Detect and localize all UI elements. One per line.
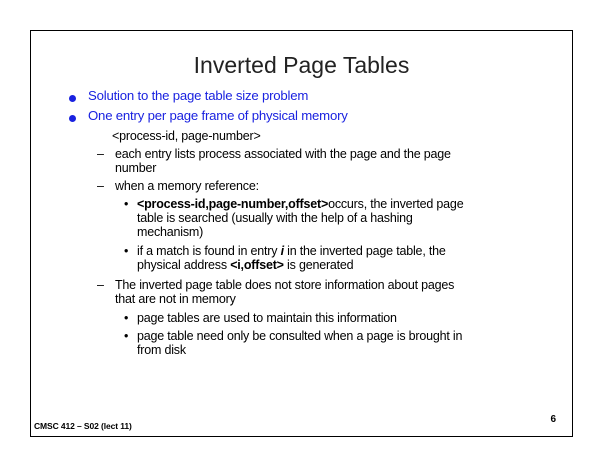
bullet-dot-icon — [69, 115, 76, 122]
page-number: 6 — [550, 414, 556, 425]
bullet-1: Solution to the page table size problem — [88, 88, 309, 103]
dash-icon: – — [97, 147, 104, 161]
sub-2-post: in the inverted page table, the — [283, 244, 446, 258]
sub-2-italic: i — [280, 244, 284, 258]
sub-bullet-icon: • — [124, 244, 129, 258]
tuple-line: <process-id, page-number> — [112, 129, 261, 143]
dash-2: when a memory reference: — [115, 179, 259, 193]
dash-1-line-1: each entry lists process associated with the page and the page — [115, 147, 451, 161]
slide-content — [31, 31, 572, 436]
sub-3: page tables are used to maintain this information — [137, 311, 397, 325]
slide-frame — [30, 30, 573, 437]
sub-4-line-1: page table need only be consulted when a page is brought in — [137, 329, 463, 343]
slide-footer: CMSC 412 – S02 (lect 11) — [34, 421, 132, 431]
sub-2-pre: if a match is found in entry — [137, 244, 281, 258]
slide-title: Inverted Page Tables — [193, 52, 410, 78]
sub-bullet-icon: • — [124, 329, 129, 343]
dash-3-line-1: The inverted page table does not store information about pages — [115, 278, 455, 292]
sub-2-line2-bold: <i,offset> — [230, 258, 284, 272]
sub-4-line-2: from disk — [137, 343, 186, 357]
sub-bullet-icon: • — [124, 311, 129, 325]
dash-icon: – — [97, 179, 104, 193]
dash-1-line-2: number — [115, 161, 157, 175]
sub-1-line-1 — [137, 197, 463, 211]
sub-2-line2-pre: physical address — [137, 258, 231, 272]
sub-1-rest: occurs, the inverted page — [328, 197, 464, 211]
bullet-dot-icon — [69, 95, 76, 102]
dash-3-line-2: that are not in memory — [115, 292, 236, 306]
sub-1-line-3: mechanism) — [137, 225, 204, 239]
sub-1-line-2: table is searched (usually with the help of a hashing — [137, 211, 413, 225]
sub-2-line2-post: is generated — [283, 258, 354, 272]
dash-icon: – — [97, 278, 104, 292]
sub-bullet-icon: • — [124, 197, 129, 211]
sub-2-line-1 — [137, 244, 446, 258]
sub-2-line-2 — [137, 258, 353, 272]
bullet-2: One entry per page frame of physical memory — [88, 108, 348, 123]
sub-1-bold: <process-id,page-number,offset> — [137, 197, 329, 211]
